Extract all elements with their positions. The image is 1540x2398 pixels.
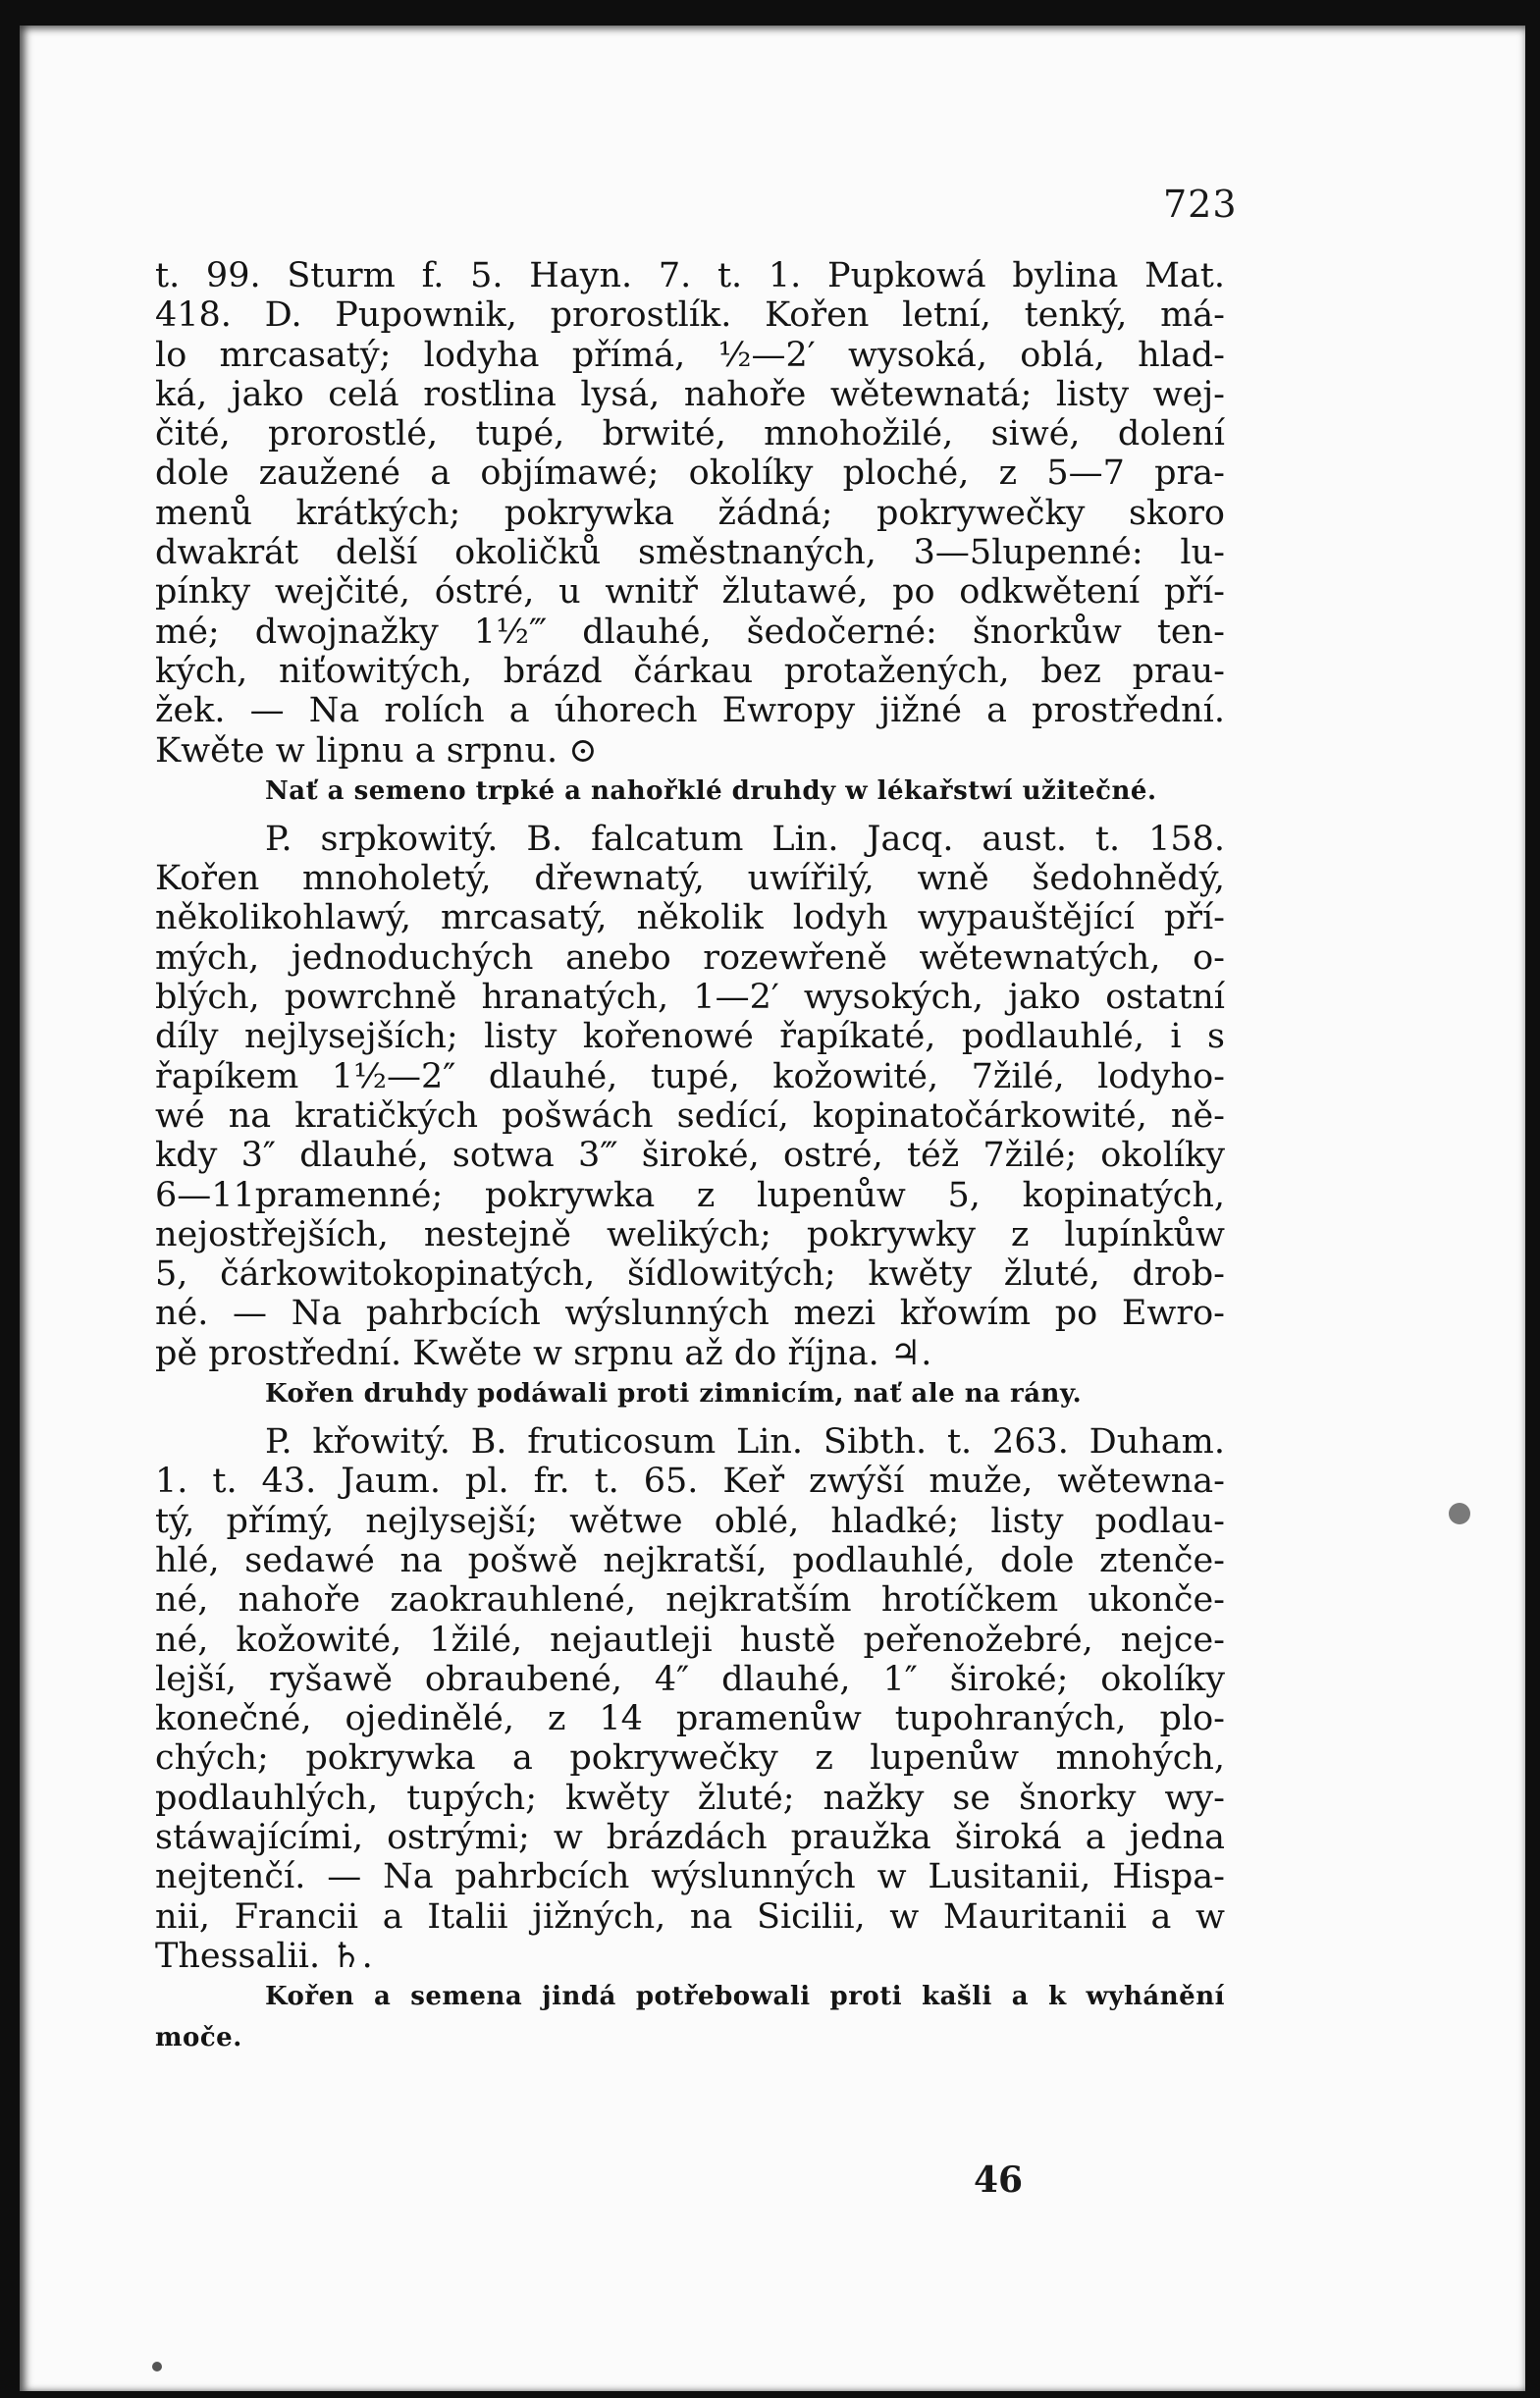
text-line: chých; pokrywka a pokrywečky z lupenůw mnohých,	[155, 1738, 1225, 1779]
speck	[152, 2362, 162, 2371]
text-line: díly nejlysejších; listy kořenowé řapíkaté, podlauhlé, i s	[155, 1017, 1225, 1057]
book-page	[20, 26, 1525, 2391]
text-line: stáwajícími, ostrými; w brázdách praužka široká a jedna	[155, 1817, 1225, 1857]
text-line: řapíkem 1½—2″ dlauhé, tupé, kožowité, 7žilé, lodyho-	[155, 1056, 1225, 1096]
note-line: Nať a semeno trpké a nahořklé druhdy w lékařstwí užitečné.	[265, 775, 1157, 806]
text-line: pě prostřední. Kwěte w srpnu až do října. ♃.	[155, 1333, 932, 1373]
text-line: kých, niťowitých, brázd čárkau protažených, bez prau-	[155, 651, 1225, 691]
text-line: né, nahoře zaokrauhlené, nejkratším hrotíčkem ukonče-	[155, 1580, 1225, 1621]
text-line: 6—11pramenné; pokrywka z lupenůw 5, kopinatých,	[155, 1175, 1225, 1215]
page-number: 723	[1163, 183, 1238, 226]
text-line: podlauhlých, tupých; kwěty žluté; nažky se šnorky wy-	[155, 1778, 1225, 1818]
text-line: Thessalii. ♄.	[155, 1936, 373, 1976]
note-line: Kořen druhdy podáwali proti zimnicím, nať ale na rány.	[265, 1379, 1083, 1410]
text-line: žek. — Na rolích a úhorech Ewropy jižné a prostřední.	[155, 691, 1225, 731]
text-line: mých, jednoduchých anebo rozewřeně wětewnatých, o-	[155, 937, 1225, 978]
text-line: 1. t. 43. Jaum. pl. fr. t. 65. Keř zwýší muže, wětewna-	[155, 1462, 1225, 1502]
text-line: pínky wejčité, óstré, u wnitř žlutawé, po odkwětení pří-	[155, 572, 1225, 613]
text-line: Kořen mnoholetý, dřewnatý, uwířilý, wně šedohnědý,	[155, 859, 1225, 899]
text-line: né, kožowité, 1žilé, nejautleji hustě peřenožebré, nejce-	[155, 1620, 1225, 1660]
text-line: P. křowitý. B. fruticosum Lin. Sibth. t. 263. Duham.	[265, 1422, 1225, 1463]
speck	[1449, 1503, 1470, 1524]
text-line: né. — Na pahrbcích wýslunných mezi křowím po Ewro-	[155, 1294, 1225, 1334]
body-text	[155, 256, 1225, 2058]
text-line: dwakrát delší okoličků směstnaných, 3—5lupenné: lu-	[155, 533, 1225, 573]
text-line: několikohlawý, mrcasatý, několik lodyh wypauštějící pří-	[155, 898, 1225, 938]
text-line: blých, powrchně hranatých, 1—2′ wysokých, jako ostatní	[155, 978, 1225, 1018]
text-line: t. 99. Sturm f. 5. Hayn. 7. t. 1. Pupkowá bylina Mat.	[155, 256, 1225, 295]
text-line: lejší, ryšawě obraubené, 4″ dlauhé, 1″ široké; okolíky	[155, 1659, 1225, 1699]
text-line: dole zaužené a objímawé; okolíky ploché, z 5—7 pra-	[155, 453, 1225, 494]
text-line: menů krátkých; pokrywka žádná; pokrywečky skoro	[155, 493, 1225, 533]
text-line: Kwěte w lipnu a srpnu. ⊙	[155, 730, 598, 771]
text-line: konečné, ojedinělé, z 14 pramenůw tupohraných, plo-	[155, 1699, 1225, 1739]
text-line: mé; dwojnažky 1½‴ dlauhé, šedočerné: šnorkůw ten-	[155, 612, 1225, 652]
text-line: 5, čárkowitokopinatých, šídlowitých; kwěty žluté, drob-	[155, 1254, 1225, 1295]
text-line: čité, prorostlé, tupé, brwité, mnohožilé, siwé, dolení	[155, 414, 1225, 454]
text-line: kdy 3″ dlauhé, sotwa 3‴ široké, ostré, též 7žilé; okolíky	[155, 1136, 1225, 1176]
text-line: hlé, sedawé na pošwě nejkratší, podlauhlé, dole ztenče-	[155, 1540, 1225, 1580]
text-line: nejtenčí. — Na pahrbcích wýslunných w Lusitanii, Hispa-	[155, 1857, 1225, 1897]
text-line: nii, Francii a Italii jižných, na Sicilii, w Mauritanii a w	[155, 1896, 1225, 1937]
text-line: lo mrcasatý; lodyha přímá, ½—2′ wysoká, oblá, hlad-	[155, 335, 1225, 375]
text-line: 418. D. Pupownik, prorostlík. Kořen letní, tenký, má-	[155, 295, 1225, 336]
text-line: nejostřejších, nestejně welikých; pokrywky z lupínkůw	[155, 1214, 1225, 1254]
note-line: Kořen a semena jindá potřebowali proti kašli a k wyhánění	[265, 1982, 1225, 2012]
text-line: ká, jako celá rostlina lysá, nahoře wětewnatá; listy wej-	[155, 374, 1225, 414]
text-line: tý, přímý, nejlysejší; wětwe oblé, hladké; listy podlau-	[155, 1501, 1225, 1541]
text-line: wé na kratičkých pošwách sedící, kopinatočárkowité, ně-	[155, 1095, 1225, 1136]
text-line: P. srpkowitý. B. falcatum Lin. Jacq. aust. t. 158.	[265, 819, 1225, 859]
printer-signature: 46	[974, 2159, 1024, 2201]
note-line: moče.	[155, 2023, 242, 2053]
